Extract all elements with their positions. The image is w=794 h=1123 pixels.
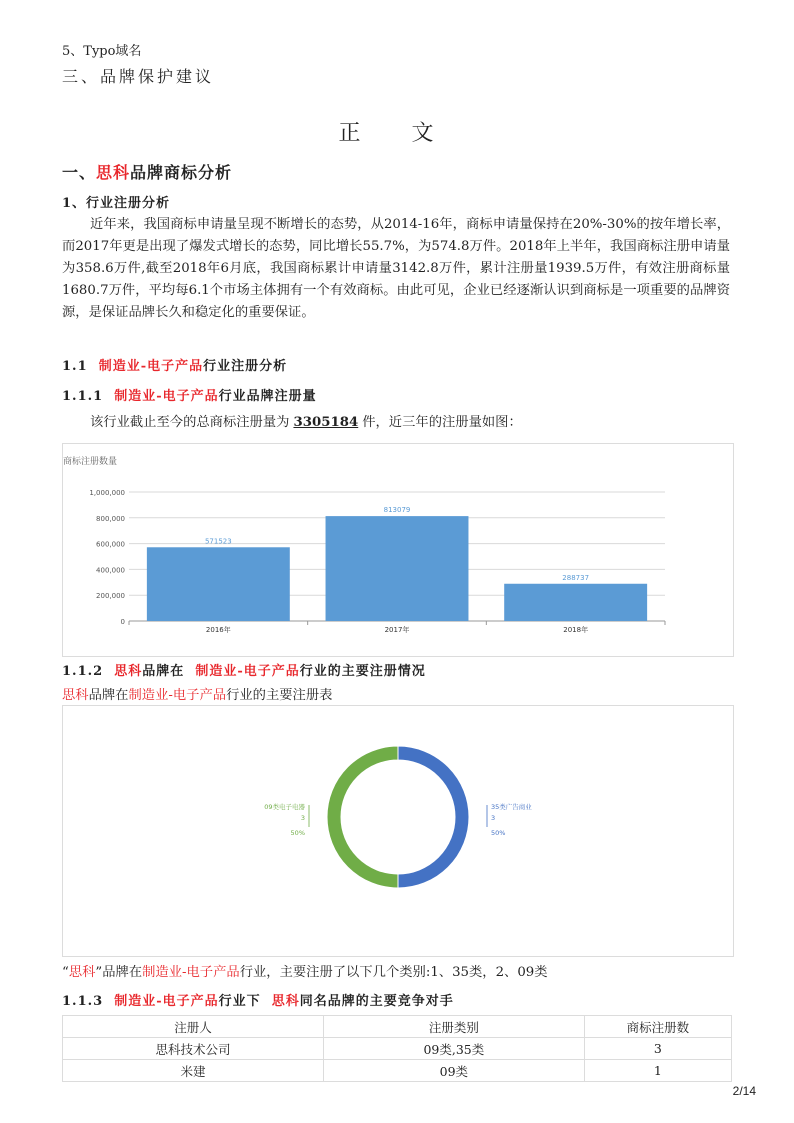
heading-number: 1.1.3 — [62, 994, 104, 1009]
summary-brand: 思科 — [68, 965, 96, 980]
heading-suffix: 同名品牌的主要竞争对手 — [299, 994, 454, 1009]
subsection-1-heading: 1、行业注册分析 — [62, 196, 171, 211]
summary-suffix: 行业，主要注册了以下几个类别:1、35类，2、09类 — [239, 965, 548, 980]
y-tick-label: 400,000 — [96, 566, 125, 575]
summary-industry: 制造业-电子产品 — [142, 965, 240, 980]
table-cell: 米建 — [63, 1060, 324, 1082]
competitor-table — [62, 1015, 732, 1082]
slice-percent-label: 50% — [491, 829, 506, 837]
heading-number: 1.1 — [62, 359, 88, 374]
data-label: 288737 — [562, 573, 590, 582]
heading-industry: 制造业-电子产品 — [114, 994, 219, 1009]
heading-suffix: 行业的主要注册情况 — [299, 664, 426, 679]
table-header-row — [63, 1016, 732, 1038]
heading-mid: 品牌在 — [142, 664, 185, 679]
summary-mid: ”品牌在 — [95, 965, 143, 980]
toc-item-typo-domain: 5、Typo域名 — [62, 44, 142, 59]
subsection-1-1-2-heading — [62, 660, 426, 679]
table-cell: 思科技术公司 — [63, 1038, 324, 1060]
heading-mid: 行业下 — [218, 994, 261, 1009]
x-tick-label: 2018年 — [563, 626, 589, 634]
heading-industry: 制造业-电子产品 — [114, 389, 219, 404]
table-cell: 09类,35类 — [323, 1038, 584, 1060]
donut-chart-container — [62, 705, 734, 957]
x-tick-label: 2016年 — [205, 626, 231, 634]
total-before: 该行业截止至今的总商标注册量为 — [90, 415, 290, 430]
caption-suffix: 行业的主要注册表 — [226, 688, 333, 703]
y-tick-label: 800,000 — [96, 514, 125, 523]
slice-name-label: 35类广告商业 — [491, 803, 532, 811]
y-tick-label: 1,000,000 — [89, 489, 125, 497]
caption-brand: 思科 — [62, 688, 89, 703]
data-label: 571523 — [204, 537, 232, 546]
table-row — [63, 1038, 732, 1060]
bar — [326, 516, 469, 621]
donut-slice — [398, 746, 469, 888]
heading-industry: 制造业-电子产品 — [98, 359, 204, 374]
x-tick-label: 2017年 — [384, 626, 410, 634]
section-1-suffix: 品牌商标分析 — [130, 163, 233, 182]
section-1-heading — [62, 160, 232, 183]
subsection-1-1-heading — [62, 355, 287, 374]
heading-suffix: 行业品牌注册量 — [218, 389, 317, 404]
data-label: 813079 — [383, 506, 411, 515]
y-tick-label: 200,000 — [96, 592, 125, 601]
table-cell: 09类 — [323, 1060, 584, 1082]
y-tick-label: 0 — [120, 618, 125, 626]
total-value: 3305184 — [293, 415, 359, 430]
bar — [504, 584, 647, 621]
slice-value-label: 3 — [491, 814, 496, 822]
heading-brand: 思科 — [114, 664, 143, 679]
intro-paragraph: 近年来，我国商标申请量呈现不断增长的态势，从2014-16年，商标申请量保持在20%-30%的按年增长率，而2017年更是出现了爆发式增长的态势，同比增长55.7%，为574.8万件。2018年上半年，我国商标注册申请量为358.6万件,截至2018年6月底，我国商标累计申请量3142.8万件，累计注册量1939.5万件，有效注册商标量1680.7万件，平均每6.1个市场主体拥有一个有效商标。由此可见，企业已经逐渐认识到商标是一项重要的品牌资源，是保证品牌长久和稳定化的重要保证。 — [62, 217, 730, 320]
slice-percent-label: 50% — [290, 829, 305, 837]
heading-industry: 制造业-电子产品 — [195, 664, 300, 679]
caption-mid: 品牌在 — [88, 688, 129, 703]
main-title: 正 文 — [338, 121, 456, 146]
column-header-class: 注册类别 — [323, 1016, 584, 1038]
subsection-1-1-3-heading — [62, 990, 454, 1009]
registration-table-caption — [62, 684, 332, 703]
bar-chart-container — [62, 443, 734, 657]
table-cell: 3 — [584, 1038, 731, 1060]
toc-item-brand-protection: 三、品牌保护建议 — [62, 67, 215, 86]
total-after: 件，近三年的注册量如图： — [362, 415, 522, 430]
heading-number: 1.1.1 — [62, 389, 104, 404]
section-1-brand: 思科 — [96, 163, 131, 182]
column-header-count: 商标注册数 — [584, 1016, 731, 1038]
summary-quote-open: “ — [62, 965, 69, 980]
y-tick-label: 600,000 — [96, 540, 125, 549]
bar-chart — [63, 444, 733, 656]
column-header-registrant: 注册人 — [63, 1016, 324, 1038]
table-cell: 1 — [584, 1060, 731, 1082]
category-summary-sentence — [62, 961, 548, 980]
subsection-1-1-1-heading — [62, 385, 317, 404]
section-1-prefix: 一、 — [62, 163, 97, 182]
caption-industry: 制造业-电子产品 — [128, 688, 227, 703]
heading-brand: 思科 — [271, 994, 300, 1009]
heading-number: 1.1.2 — [62, 664, 104, 679]
table-row — [63, 1060, 732, 1082]
page-number: 2/14 — [732, 1084, 756, 1098]
slice-value-label: 3 — [300, 814, 305, 822]
heading-suffix: 行业注册分析 — [203, 359, 288, 374]
chart-title: 商标注册数量 — [63, 457, 118, 467]
donut-chart — [63, 706, 733, 956]
bar — [147, 547, 290, 621]
total-registrations-sentence — [90, 411, 522, 430]
donut-slice — [327, 746, 398, 888]
slice-name-label: 09类电子电器 — [264, 803, 305, 811]
